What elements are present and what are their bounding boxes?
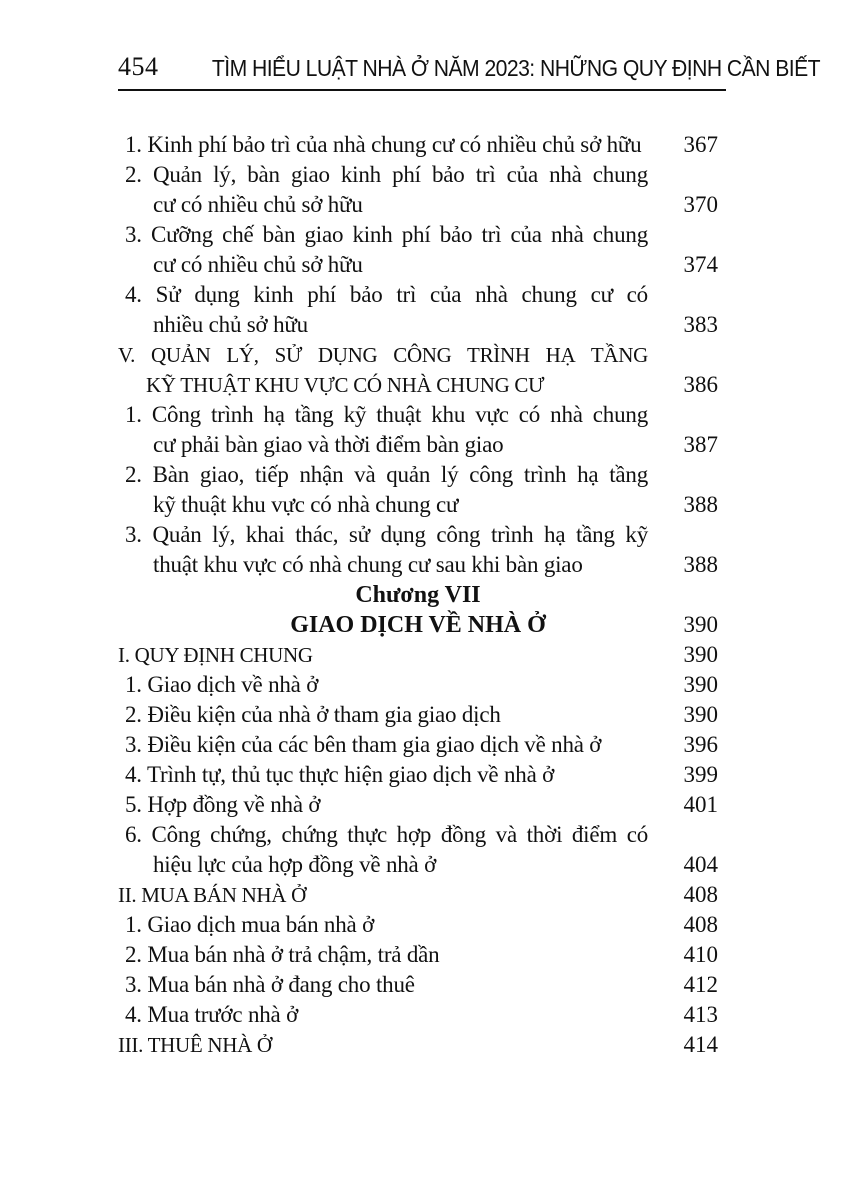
toc-entry-page-number: 401 (683, 792, 718, 817)
toc-entry-text: 1. Công trình hạ tầng kỹ thuật khu vực có nhà chung (125, 402, 648, 427)
toc-entry-text: 1. Giao dịch về nhà ở (125, 672, 319, 697)
toc-entry-page-number: 390 (683, 612, 718, 637)
toc-entry-text: 3. Cưỡng chế bàn giao kinh phí bảo trì của nhà chung (125, 222, 648, 247)
toc-entry-text: 6. Công chứng, chứng thực hợp đồng và thời điểm có (125, 822, 648, 847)
toc-entry-text: 4. Sử dụng kinh phí bảo trì của nhà chung cư có (125, 282, 648, 307)
toc-section-entry (118, 640, 718, 670)
toc-chapter-heading (118, 610, 718, 640)
toc-item-entry (118, 730, 718, 760)
toc-item-entry (118, 160, 718, 220)
toc-item-entry (118, 280, 718, 340)
toc-item-entry (118, 670, 718, 700)
toc-entry-page-number: 412 (683, 972, 718, 997)
toc-item-entry (118, 790, 718, 820)
toc-entry-text: 2. Quản lý, bàn giao kinh phí bảo trì của nhà chung (125, 162, 648, 187)
toc-entry-text: thuật khu vực có nhà chung cư sau khi bàn giao (153, 552, 583, 577)
toc-entry-text: cư có nhiều chủ sở hữu (153, 252, 363, 277)
toc-entry-text: 2. Bàn giao, tiếp nhận và quản lý công trình hạ tầng (125, 462, 648, 487)
toc-entry-page-number: 410 (683, 942, 718, 967)
toc-entry-page-number: 386 (683, 372, 718, 397)
toc-entry-text: cư có nhiều chủ sở hữu (153, 192, 363, 217)
toc-entry-text: Chương VII (355, 582, 481, 608)
toc-item-entry (118, 760, 718, 790)
toc-entry-page-number: 399 (683, 762, 718, 787)
toc-entry-page-number: 388 (683, 552, 718, 577)
toc-entry-text: II. MUA BÁN NHÀ Ở (118, 883, 306, 907)
toc-entry-page-number: 413 (683, 1002, 718, 1027)
toc-entry-page-number: 387 (683, 432, 718, 457)
header-running-title: TÌM HIỂU LUẬT NHÀ Ở NĂM 2023: NHỮNG QUY ĐỊNH CẦN BIẾT (211, 55, 820, 81)
toc-entry-text: cư phải bàn giao và thời điểm bàn giao (153, 432, 504, 457)
toc-entry-page-number: 404 (683, 852, 718, 877)
toc-entry-text: hiệu lực của hợp đồng về nhà ở (153, 852, 437, 877)
toc-item-entry (118, 460, 718, 520)
toc-entry-text: 1. Giao dịch mua bán nhà ở (125, 912, 375, 937)
toc-entry-page-number: 370 (683, 192, 718, 217)
toc-entry-text: 3. Quản lý, khai thác, sử dụng công trình hạ tầng kỹ (125, 522, 648, 547)
toc-entry-text: 4. Mua trước nhà ở (125, 1002, 299, 1027)
toc-entry-page-number: 383 (683, 312, 718, 337)
toc-chapter-heading (118, 580, 718, 610)
toc-entry-text: 4. Trình tự, thủ tục thực hiện giao dịch về nhà ở (125, 762, 555, 787)
toc-item-entry (118, 940, 718, 970)
toc-item-entry (118, 520, 718, 580)
toc-item-entry (118, 820, 718, 880)
toc-entry-text: GIAO DỊCH VỀ NHÀ Ở (290, 612, 546, 638)
toc-entry-text: III. THUÊ NHÀ Ở (118, 1033, 272, 1057)
toc-entry-page-number: 414 (683, 1032, 718, 1057)
toc-entry-text: V. QUẢN LÝ, SỬ DỤNG CÔNG TRÌNH HẠ TẦNG (118, 343, 648, 367)
toc-entry-page-number: 408 (683, 882, 718, 907)
toc-item-entry (118, 400, 718, 460)
toc-entry-text: I. QUY ĐỊNH CHUNG (118, 643, 313, 667)
toc-item-entry (118, 910, 718, 940)
toc-section-entry (118, 880, 718, 910)
toc-entry-page-number: 374 (683, 252, 718, 277)
toc-section-entry (118, 1030, 718, 1060)
toc-entry-text: 2. Điều kiện của nhà ở tham gia giao dịch (125, 702, 501, 727)
toc-entry-page-number: 390 (683, 672, 718, 697)
toc-entry-text: 3. Điều kiện của các bên tham gia giao dịch về nhà ở (125, 732, 602, 757)
toc-entry-text: 2. Mua bán nhà ở trả chậm, trả dần (125, 942, 440, 967)
toc-item-entry (118, 130, 718, 160)
page-header (118, 52, 820, 91)
toc-section-entry (118, 340, 718, 400)
toc-entry-text: 5. Hợp đồng về nhà ở (125, 792, 321, 817)
toc-entry-text: 1. Kinh phí bảo trì của nhà chung cư có nhiều chủ sở hữu (125, 132, 642, 157)
toc-entry-page-number: 367 (683, 132, 718, 157)
toc-item-entry (118, 970, 718, 1000)
toc-entry-text: kỹ thuật khu vực có nhà chung cư (153, 492, 459, 517)
toc-entry-page-number: 390 (683, 642, 718, 667)
toc-entry-text: KỸ THUẬT KHU VỰC CÓ NHÀ CHUNG CƯ (146, 373, 545, 397)
toc-entry-page-number: 388 (683, 492, 718, 517)
toc-entry-text: 3. Mua bán nhà ở đang cho thuê (125, 972, 415, 997)
toc-item-entry (118, 700, 718, 730)
table-of-contents (118, 130, 718, 1060)
toc-item-entry (118, 1000, 718, 1030)
toc-entry-page-number: 408 (683, 912, 718, 937)
toc-entry-text: nhiều chủ sở hữu (153, 312, 308, 337)
header-page-number: 454 (118, 52, 159, 81)
toc-item-entry (118, 220, 718, 280)
toc-entry-page-number: 390 (683, 702, 718, 727)
toc-entry-page-number: 396 (683, 732, 718, 757)
